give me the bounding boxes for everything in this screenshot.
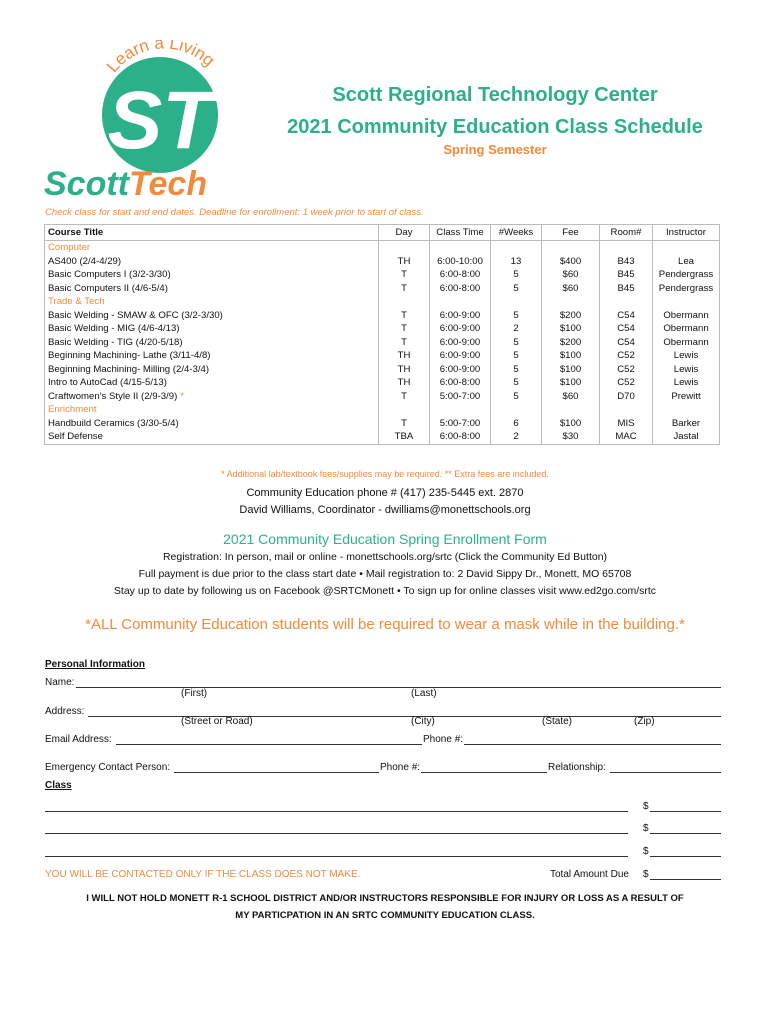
enrollment-notice: Check class for start and end dates. Deadline for enrollment: 1 week prior to start of class. xyxy=(45,207,424,218)
empty-cell xyxy=(542,403,600,417)
room-cell: C54 xyxy=(600,322,653,336)
course-title: Basic Welding - TIG (4/20-5/18) xyxy=(48,336,183,348)
class-schedule-table xyxy=(44,224,720,445)
course-title-cell xyxy=(45,282,379,296)
time-cell: 5:00-7:00 xyxy=(430,390,491,404)
extra-fee-star: * xyxy=(180,390,184,402)
section-label: Trade & Tech xyxy=(45,295,379,309)
empty-cell xyxy=(653,295,720,309)
amount-field-1[interactable] xyxy=(650,811,721,812)
course-title-cell xyxy=(45,336,379,350)
weeks-cell: 5 xyxy=(491,309,542,323)
email-field[interactable] xyxy=(116,744,422,745)
table-row xyxy=(45,322,720,336)
time-cell: 6:00-8:00 xyxy=(430,376,491,390)
day-cell: T xyxy=(379,282,430,296)
fee-cell: $100 xyxy=(542,417,600,431)
col-instructor: Instructor xyxy=(653,225,720,241)
course-title: Basic Computers II (4/6-5/4) xyxy=(48,282,168,294)
coordinator: David Williams, Coordinator - dwilliams@monettschools.org xyxy=(239,504,531,516)
disclaimer-line2: MY PARTICPATION IN AN SRTC COMMUNITY EDUCATION CLASS. xyxy=(235,910,535,921)
fee-cell: $400 xyxy=(542,255,600,269)
empty-cell xyxy=(430,403,491,417)
dollar-sign-1: $ xyxy=(643,801,649,812)
room-cell: C54 xyxy=(600,336,653,350)
logo-wordmark: ScottTech xyxy=(44,165,208,200)
course-title-cell xyxy=(45,322,379,336)
time-cell: 6:00-8:00 xyxy=(430,430,491,444)
fee-cell: $100 xyxy=(542,376,600,390)
city-hint: (City) xyxy=(411,716,435,727)
empty-cell xyxy=(600,295,653,309)
dollar-sign-2: $ xyxy=(643,823,649,834)
emergency-phone-label: Phone #: xyxy=(380,762,421,773)
day-cell: TH xyxy=(379,255,430,269)
day-cell: TH xyxy=(379,376,430,390)
weeks-cell: 5 xyxy=(491,376,542,390)
day-cell: T xyxy=(379,417,430,431)
name-label: Name: xyxy=(45,677,75,688)
emergency-contact-field[interactable] xyxy=(174,772,379,773)
course-title-cell xyxy=(45,363,379,377)
course-title: Self Defense xyxy=(48,431,103,443)
course-title-cell xyxy=(45,417,379,431)
weeks-cell: 5 xyxy=(491,282,542,296)
instructor-cell: Lewis xyxy=(653,376,720,390)
section-label: Enrichment xyxy=(45,403,379,417)
table-row xyxy=(45,390,720,404)
table-row xyxy=(45,417,720,431)
day-cell: T xyxy=(379,390,430,404)
day-cell: TBA xyxy=(379,430,430,444)
fee-cell: $200 xyxy=(542,336,600,350)
section-row xyxy=(45,403,720,417)
street-hint: (Street or Road) xyxy=(181,716,253,727)
day-cell: T xyxy=(379,268,430,282)
instructor-cell: Lea xyxy=(653,255,720,269)
course-title-cell xyxy=(45,349,379,363)
room-cell: B43 xyxy=(600,255,653,269)
course-title: AS400 (2/4-4/29) xyxy=(48,255,122,267)
last-hint: (Last) xyxy=(411,688,437,699)
section-row xyxy=(45,241,720,255)
fee-cell: $30 xyxy=(542,430,600,444)
table-row xyxy=(45,430,720,444)
header-line1: Scott Regional Technology Center xyxy=(332,84,658,106)
instructor-cell: Obermann xyxy=(653,309,720,323)
instructor-cell: Jastal xyxy=(653,430,720,444)
personal-info-heading: Personal Information xyxy=(45,659,146,670)
room-cell: B45 xyxy=(600,282,653,296)
room-cell: MIS xyxy=(600,417,653,431)
time-cell: 6:00-9:00 xyxy=(430,363,491,377)
col-weeks: #Weeks xyxy=(491,225,542,241)
col-course-title: Course Title xyxy=(45,225,379,241)
phone-label: Phone #: xyxy=(423,734,464,745)
weeks-cell: 5 xyxy=(491,390,542,404)
time-cell: 6:00-9:00 xyxy=(430,309,491,323)
fee-cell: $200 xyxy=(542,309,600,323)
room-cell: C52 xyxy=(600,363,653,377)
weeks-cell: 2 xyxy=(491,430,542,444)
total-amount-label: Total Amount Due xyxy=(550,869,629,880)
emergency-contact-label: Emergency Contact Person: xyxy=(45,762,171,773)
empty-cell xyxy=(653,403,720,417)
amount-field-2[interactable] xyxy=(650,833,721,834)
section-row xyxy=(45,295,720,309)
table-row xyxy=(45,336,720,350)
room-cell: MAC xyxy=(600,430,653,444)
relationship-field[interactable] xyxy=(610,772,721,773)
empty-cell xyxy=(491,241,542,255)
time-cell: 6:00-10:00 xyxy=(430,255,491,269)
empty-cell xyxy=(379,295,430,309)
fee-cell: $60 xyxy=(542,282,600,296)
class-field-3[interactable] xyxy=(45,856,628,857)
room-cell: C54 xyxy=(600,309,653,323)
course-title-cell xyxy=(45,255,379,269)
weeks-cell: 5 xyxy=(491,268,542,282)
course-title-cell xyxy=(45,430,379,444)
empty-cell xyxy=(379,241,430,255)
logo-tagline: Learn a Living xyxy=(102,40,219,76)
enrollment-form-title: 2021 Community Education Spring Enrollment Form xyxy=(223,531,547,547)
instructor-cell: Pendergrass xyxy=(653,268,720,282)
day-cell: T xyxy=(379,322,430,336)
course-title: Intro to AutoCad (4/15-5/13) xyxy=(48,377,167,389)
empty-cell xyxy=(379,403,430,417)
table-header-row xyxy=(45,225,720,241)
phone-field[interactable] xyxy=(464,744,721,745)
table-row xyxy=(45,268,720,282)
course-title-cell xyxy=(45,309,379,323)
empty-cell xyxy=(491,403,542,417)
weeks-cell: 5 xyxy=(491,363,542,377)
time-cell: 6:00-9:00 xyxy=(430,336,491,350)
contact-warning: YOU WILL BE CONTACTED ONLY IF THE CLASS DOES NOT MAKE. xyxy=(45,869,361,880)
col-day: Day xyxy=(379,225,430,241)
relationship-label: Relationship: xyxy=(548,762,606,773)
table-row xyxy=(45,282,720,296)
empty-cell xyxy=(600,241,653,255)
instructor-cell: Pendergrass xyxy=(653,282,720,296)
instructor-cell: Lewis xyxy=(653,363,720,377)
col-fee: Fee xyxy=(542,225,600,241)
email-label: Email Address: xyxy=(45,734,112,745)
weeks-cell: 6 xyxy=(491,417,542,431)
day-cell: T xyxy=(379,336,430,350)
course-title-cell xyxy=(45,268,379,282)
course-title: Craftwomen's Style II (2/9-3/9) xyxy=(48,390,178,402)
empty-cell xyxy=(653,241,720,255)
weeks-cell: 5 xyxy=(491,349,542,363)
fee-cell: $100 xyxy=(542,322,600,336)
total-amount-field[interactable] xyxy=(650,879,721,880)
empty-cell xyxy=(600,403,653,417)
day-cell: T xyxy=(379,309,430,323)
col-room: Room# xyxy=(600,225,653,241)
payment-info: Full payment is due prior to the class start date • Mail registration to: 2 David Sippy Dr., Monett, MO 65708 xyxy=(138,568,632,580)
empty-cell xyxy=(430,241,491,255)
table-row xyxy=(45,363,720,377)
col-class-time: Class Time xyxy=(430,225,491,241)
day-cell: TH xyxy=(379,349,430,363)
instructor-cell: Obermann xyxy=(653,336,720,350)
table-row xyxy=(45,255,720,269)
time-cell: 5:00-7:00 xyxy=(430,417,491,431)
course-title-cell xyxy=(45,376,379,390)
social-info: Stay up to date by following us on Facebook @SRTCMonett • To sign up for online classes visit www.ed2go.com/srtc xyxy=(113,585,657,597)
section-label: Computer xyxy=(45,241,379,255)
course-title: Beginning Machining- Milling (2/4-3/4) xyxy=(48,363,210,375)
room-cell: D70 xyxy=(600,390,653,404)
room-cell: C52 xyxy=(600,376,653,390)
total-dollar-sign: $ xyxy=(643,869,649,880)
name-field[interactable] xyxy=(76,687,721,688)
course-title: Beginning Machining- Lathe (3/11-4/8) xyxy=(48,350,211,362)
registration-info: Registration: In person, mail or online - monettschools.org/srtc (Click the Community Ed Button) xyxy=(162,551,608,563)
instructor-cell: Prewitt xyxy=(653,390,720,404)
day-cell: TH xyxy=(379,363,430,377)
class-heading: Class xyxy=(45,780,72,791)
course-title: Basic Computers I (3/2-3/30) xyxy=(48,269,171,281)
weeks-cell: 13 xyxy=(491,255,542,269)
zip-hint: (Zip) xyxy=(634,716,655,727)
instructor-cell: Barker xyxy=(653,417,720,431)
time-cell: 6:00-8:00 xyxy=(430,268,491,282)
first-hint: (First) xyxy=(181,688,208,699)
weeks-cell: 2 xyxy=(491,322,542,336)
semester: Spring Semester xyxy=(443,142,547,157)
room-cell: B45 xyxy=(600,268,653,282)
class-field-1[interactable] xyxy=(45,811,628,812)
table-row xyxy=(45,309,720,323)
table-row xyxy=(45,376,720,390)
amount-field-3[interactable] xyxy=(650,856,721,857)
fee-cell: $60 xyxy=(542,390,600,404)
table-row xyxy=(45,349,720,363)
course-title-cell xyxy=(45,390,379,404)
fee-cell: $100 xyxy=(542,363,600,377)
dollar-sign-3: $ xyxy=(643,846,649,857)
course-title: Basic Welding - MIG (4/6-4/13) xyxy=(48,323,180,335)
empty-cell xyxy=(542,241,600,255)
empty-cell xyxy=(542,295,600,309)
instructor-cell: Lewis xyxy=(653,349,720,363)
footnote: * Additional lab/textbook fees/supplies may be required. ** Extra fees are included. xyxy=(221,469,549,479)
time-cell: 6:00-9:00 xyxy=(430,322,491,336)
empty-cell xyxy=(430,295,491,309)
course-title: Basic Welding - SMAW & OFC (3/2-3/30) xyxy=(48,309,223,321)
room-cell: C52 xyxy=(600,349,653,363)
class-field-2[interactable] xyxy=(45,833,628,834)
instructor-cell: Obermann xyxy=(653,322,720,336)
mask-notice: *ALL Community Education students will be required to wear a mask while in the building.* xyxy=(85,616,685,633)
address-label: Address: xyxy=(45,706,85,717)
logo-initials: ST xyxy=(107,75,213,166)
header-line2: 2021 Community Education Class Schedule xyxy=(287,116,703,138)
state-hint: (State) xyxy=(542,716,573,727)
fee-cell: $60 xyxy=(542,268,600,282)
disclaimer-line1: I WILL NOT HOLD MONETT R-1 SCHOOL DISTRICT AND/OR INSTRUCTORS RESPONSIBLE FOR INJURY OR LOSS AS A RESULT OF xyxy=(86,893,684,904)
course-title: Handbuild Ceramics (3/30-5/4) xyxy=(48,417,179,429)
contact-phone: Community Education phone # (417) 235-5445 ext. 2870 xyxy=(246,487,524,499)
emergency-phone-field[interactable] xyxy=(421,772,547,773)
weeks-cell: 5 xyxy=(491,336,542,350)
empty-cell xyxy=(491,295,542,309)
time-cell: 6:00-9:00 xyxy=(430,349,491,363)
fee-cell: $100 xyxy=(542,349,600,363)
time-cell: 6:00-8:00 xyxy=(430,282,491,296)
